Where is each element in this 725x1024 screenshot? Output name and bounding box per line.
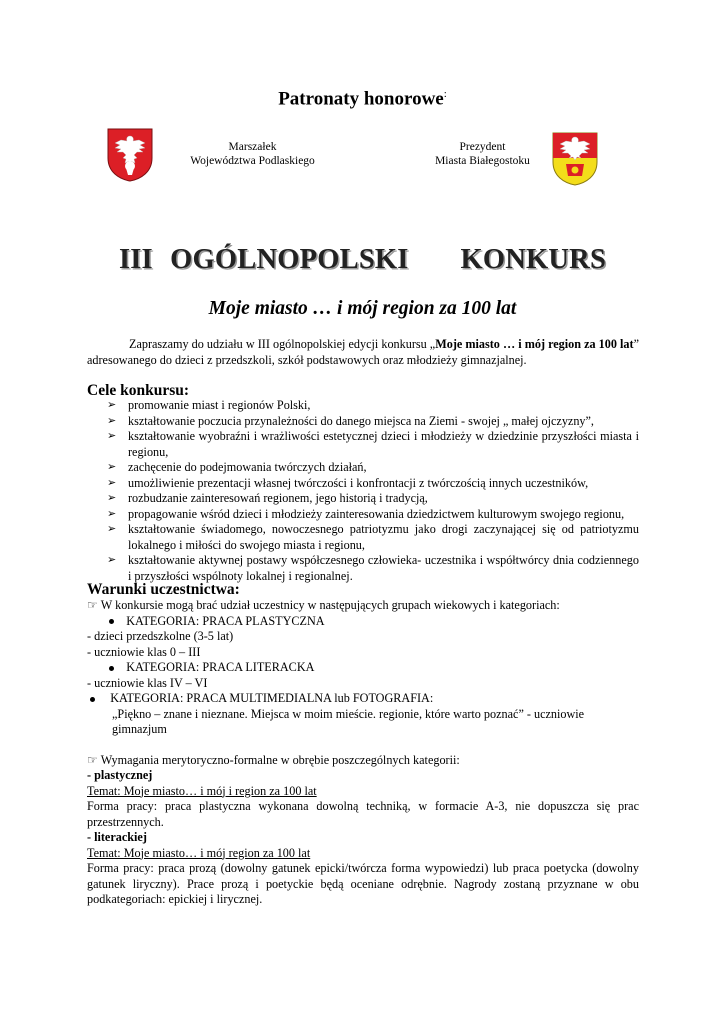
podlaskie-coat-of-arms-icon <box>107 128 153 182</box>
category-literary <box>87 660 639 676</box>
goal-text: rozbudzanie zainteresowań regionem, jego historią i tradycją, <box>128 491 428 505</box>
intro-after: ” adresowanego do dzieci z przedszkoli, szkół podstawowych oraz młodzieży gimnazjalnej. <box>87 337 640 367</box>
goal-item <box>87 460 639 476</box>
category-literary-label: KATEGORIA: PRACA LITERACKA <box>126 660 315 674</box>
bialystok-coat-of-arms-icon <box>552 132 598 186</box>
goal-text: zachęcenie do podejmowania twórczych działań, <box>128 460 367 474</box>
goal-text: umożliwienie prezentacji własnej twórczości i konfrontacji z twórczością innych uczestników, <box>128 475 589 490</box>
arrow-bullet-icon: ➢ <box>107 476 117 489</box>
goal-item <box>87 414 639 430</box>
patronage-heading <box>0 88 725 110</box>
goals-heading: Cele konkursu: <box>87 382 190 399</box>
arrow-bullet-icon: ➢ <box>107 461 117 473</box>
arrow-bullet-icon: ➢ <box>107 492 117 504</box>
goal-item <box>87 398 639 414</box>
plastic-label: - plastycznej <box>87 768 153 782</box>
goal-text: kształtowanie świadomego, nowoczesnego patriotyzmu jako drogi zaczynającej się od patriotyzmu lokalnego i miłości do swojego miasta i regionu, <box>128 522 639 552</box>
goal-text: kształtowanie wyobraźni i wrażliwości estetycznej dzieci i młodzieży w dziedzinie przyszłości miasta i regionu, <box>128 429 639 459</box>
category-multimedia-label: KATEGORIA: PRACA MULTIMEDIALNA lub FOTOGRAFIA: <box>110 691 434 705</box>
goal-text: promowanie miast i regionów Polski, <box>128 398 311 412</box>
requirements-intro: Wymagania merytoryczno-formalne w obrębie poszczególnych kategorii: <box>100 752 460 767</box>
goal-text: kształtowanie aktywnej postawy współczesnego człowieka- uczestnika i współtwórcy dnia codziennego i przyszłości wspólnoty lokalnej i regionalnej. <box>128 553 639 583</box>
bullet-dot-icon <box>109 619 114 624</box>
goal-text: kształtowanie poczucia przynależności do danego miejsca na Ziemi - swojej „ małej ojczyzny”, <box>128 413 594 428</box>
pointing-hand-icon: ☞ <box>87 598 98 612</box>
contest-subtitle: Moje miasto … i mój region za 100 lat <box>208 298 517 319</box>
arrow-bullet-icon: ➢ <box>107 554 117 566</box>
literary-theme: Temat: Moje miasto… i mój region za 100 lat <box>87 845 311 860</box>
arrow-bullet-icon: ➢ <box>107 507 117 520</box>
arrow-bullet-icon: ➢ <box>107 430 117 442</box>
patron-president <box>410 140 555 168</box>
arrow-bullet-icon: ➢ <box>107 399 117 411</box>
goal-item <box>87 429 639 460</box>
goal-item <box>87 522 639 553</box>
category-plastic-label: KATEGORIA: PRACA PLASTYCZNA <box>126 613 325 628</box>
bullet-dot-icon <box>109 666 114 671</box>
arrow-bullet-icon: ➢ <box>107 523 117 535</box>
pointing-hand-icon: ☞ <box>87 752 98 767</box>
patronage-title: Patronaty honorowe <box>278 88 444 110</box>
patron-marshal-line1: Marszałek <box>228 141 277 153</box>
goals-list-container <box>87 398 639 584</box>
conditions-block <box>87 598 639 908</box>
goal-item <box>87 507 639 523</box>
contest-title: III OGÓLNOPOLSKI KONKURS <box>118 244 607 275</box>
patronage-colon: : <box>443 88 447 100</box>
intro-bold: Moje miasto … i mój region za 100 lat <box>435 337 634 351</box>
conditions-heading: Warunki uczestnictwa: <box>87 581 240 598</box>
spacer <box>87 738 639 753</box>
requirements-intro-line <box>87 753 639 769</box>
goal-item <box>87 476 639 492</box>
patron-president-line1: Prezydent <box>459 141 506 153</box>
conditions-intro: W konkursie mogą brać udział uczestnicy w następujących grupach wiekowych i kategoriach: <box>100 598 560 612</box>
patron-president-line2: Miasta Białegostoku <box>435 155 530 167</box>
intro-before: Zapraszamy do udziału w III ogólnopolskiej edycji konkursu „ <box>129 337 436 351</box>
plastic-form: Forma pracy: praca plastyczna wykonana dowolną techniką, w formacie A-3, nie dopuszcza się prac przestrzennych. <box>87 799 639 829</box>
category-multimedia <box>85 691 639 707</box>
goal-text: propagowanie wśród dzieci i młodzieży zainteresowania dziedzictwem kulturowym swojego regionu, <box>128 506 625 521</box>
patron-marshal <box>170 140 335 168</box>
category-multimedia-desc: „Piękno – znane i nieznane. Miejsca w moim mieście. regionie, które warto poznać” - uczniowie gimnazjum <box>112 706 585 736</box>
goal-item <box>87 491 639 507</box>
goals-list <box>87 398 639 584</box>
bullet-dot-icon <box>90 697 95 702</box>
literary-label: - literackiej <box>87 830 147 844</box>
category-plastic <box>87 614 639 630</box>
age-group-item: - dzieci przedszkolne (3-5 lat) <box>87 629 234 643</box>
arrow-bullet-icon: ➢ <box>107 414 117 427</box>
goal-item <box>87 553 639 584</box>
patron-marshal-line2: Województwa Podlaskiego <box>190 155 315 167</box>
conditions-intro-line <box>87 598 639 614</box>
plastic-theme: Temat: Moje miasto… i mój i region za 100 lat <box>87 783 317 798</box>
intro-paragraph <box>87 337 639 368</box>
literary-form: Forma pracy: praca prozą (dowolny gatunek epicki/twórcza forma wypowiedzi) lub praca poetycka (dowolny gatunek liryczny). Prace prozą i poetyckie będą oceniane odrębnie. Nagrody zostaną przyznane w obu podkategoriach: epickiej i lirycznej. <box>87 861 639 906</box>
age-group-item: - uczniowie klas 0 – III <box>87 644 201 659</box>
age-group-item: - uczniowie klas IV – VI <box>87 675 208 690</box>
